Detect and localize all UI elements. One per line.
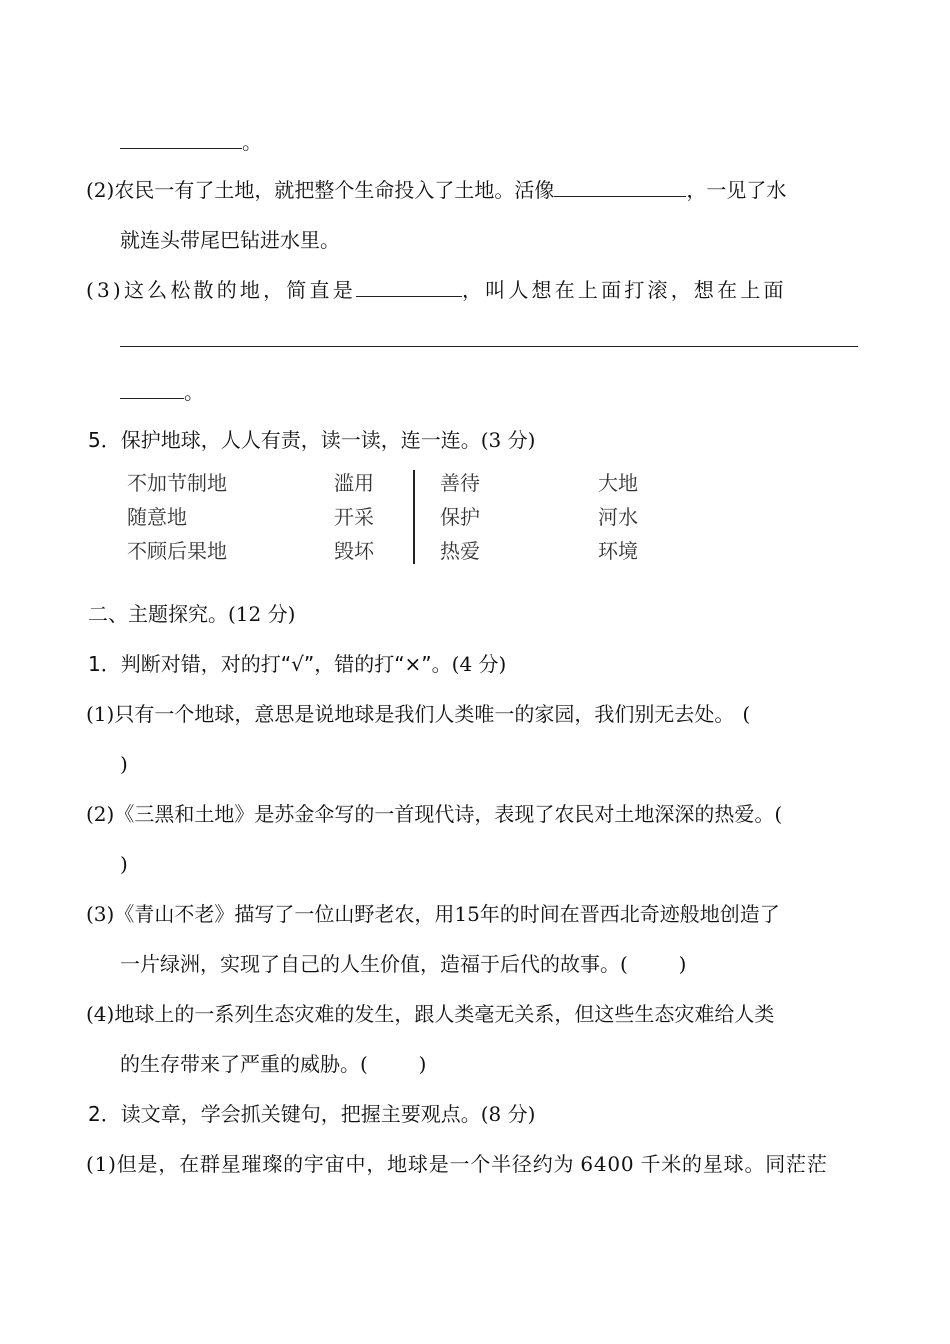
answer-blank[interactable] — [120, 130, 242, 149]
match-column-objects — [598, 466, 638, 568]
answer-paren-open[interactable]: ( — [742, 702, 751, 726]
match-column-verbs-left — [334, 466, 374, 568]
s2-q1-item1: (1)只有一个地球，意思是说地球是我们人类唯一的家园，我们别无去处。 ( — [86, 702, 751, 726]
match-item[interactable]: 滥用 — [334, 471, 374, 495]
s2-q2-passage-line1: (1)但是，在群星璀璨的宇宙中，地球是一个半径约为 6400 千米的星球。同茫茫 — [86, 1152, 828, 1176]
answer-line[interactable] — [120, 346, 858, 347]
answer-parens[interactable]: ( ) — [360, 1052, 427, 1076]
q5-title: 5．保护地球，人人有责，读一读，连一连。(3 分) — [88, 428, 536, 452]
q4-3-line3: 。 — [120, 378, 204, 406]
match-column-verbs-right — [440, 466, 480, 568]
match-item[interactable]: 热爱 — [440, 539, 480, 563]
s2-q1-item4-line2: 的生存带来了严重的威胁。( ) — [120, 1052, 427, 1076]
s2-q1-title: 1．判断对错，对的打“√”，错的打“×”。(4 分) — [88, 652, 507, 676]
match-column-adverbs — [127, 466, 227, 568]
s2-q2-title: 2．读文章，学会抓关键句，把握主要观点。(8 分) — [88, 1102, 536, 1126]
match-item[interactable]: 大地 — [598, 471, 638, 495]
answer-paren-open[interactable]: ( — [774, 802, 783, 826]
answer-paren-close[interactable]: ) — [120, 852, 128, 876]
match-item[interactable]: 毁坏 — [334, 539, 374, 563]
answer-blank[interactable] — [120, 380, 184, 399]
q4-2-line1: (2)农民一有了土地，就把整个生命投入了土地。活像 ，一见了水 — [86, 178, 787, 202]
q4-2-line2: 就连头带尾巴钻进水里。 — [120, 228, 340, 252]
q4-1-continuation: 。 — [120, 128, 262, 156]
match-item[interactable]: 善待 — [440, 471, 480, 495]
answer-paren-close[interactable]: ) — [120, 752, 128, 776]
q4-3-line1: (3)这么松散的地，简直是 ，叫人想在上面打滚，想在上面 — [86, 278, 787, 302]
s2-q1-item4-line1: (4)地球上的一系列生态灾难的发生，跟人类毫无关系，但这些生态灾难给人类 — [86, 1002, 775, 1026]
match-item[interactable]: 开采 — [334, 505, 374, 529]
s2-q1-item3-line1: (3)《青山不老》描写了一位山野老农，用15年的时间在晋西北奇迹般地创造了 — [86, 902, 780, 926]
match-item[interactable]: 环境 — [598, 539, 638, 563]
match-item[interactable]: 不加节制地 — [127, 471, 227, 495]
answer-blank[interactable] — [554, 178, 686, 197]
s2-q1-item3-line2: 一片绿洲，实现了自己的人生价值，造福于后代的故事。( ) — [120, 952, 687, 976]
answer-blank[interactable] — [356, 278, 462, 297]
column-divider — [413, 470, 415, 564]
match-item[interactable]: 随意地 — [127, 505, 187, 529]
answer-parens[interactable]: ( ) — [620, 952, 687, 976]
match-item[interactable]: 保护 — [440, 505, 480, 529]
section-2-heading: 二、主题探究。(12 分) — [88, 602, 296, 626]
match-item[interactable]: 不顾后果地 — [127, 539, 227, 563]
s2-q1-item2: (2)《三黑和土地》是苏金伞写的一首现代诗，表现了农民对土地深深的热爱。( — [86, 802, 783, 826]
match-item[interactable]: 河水 — [598, 505, 638, 529]
